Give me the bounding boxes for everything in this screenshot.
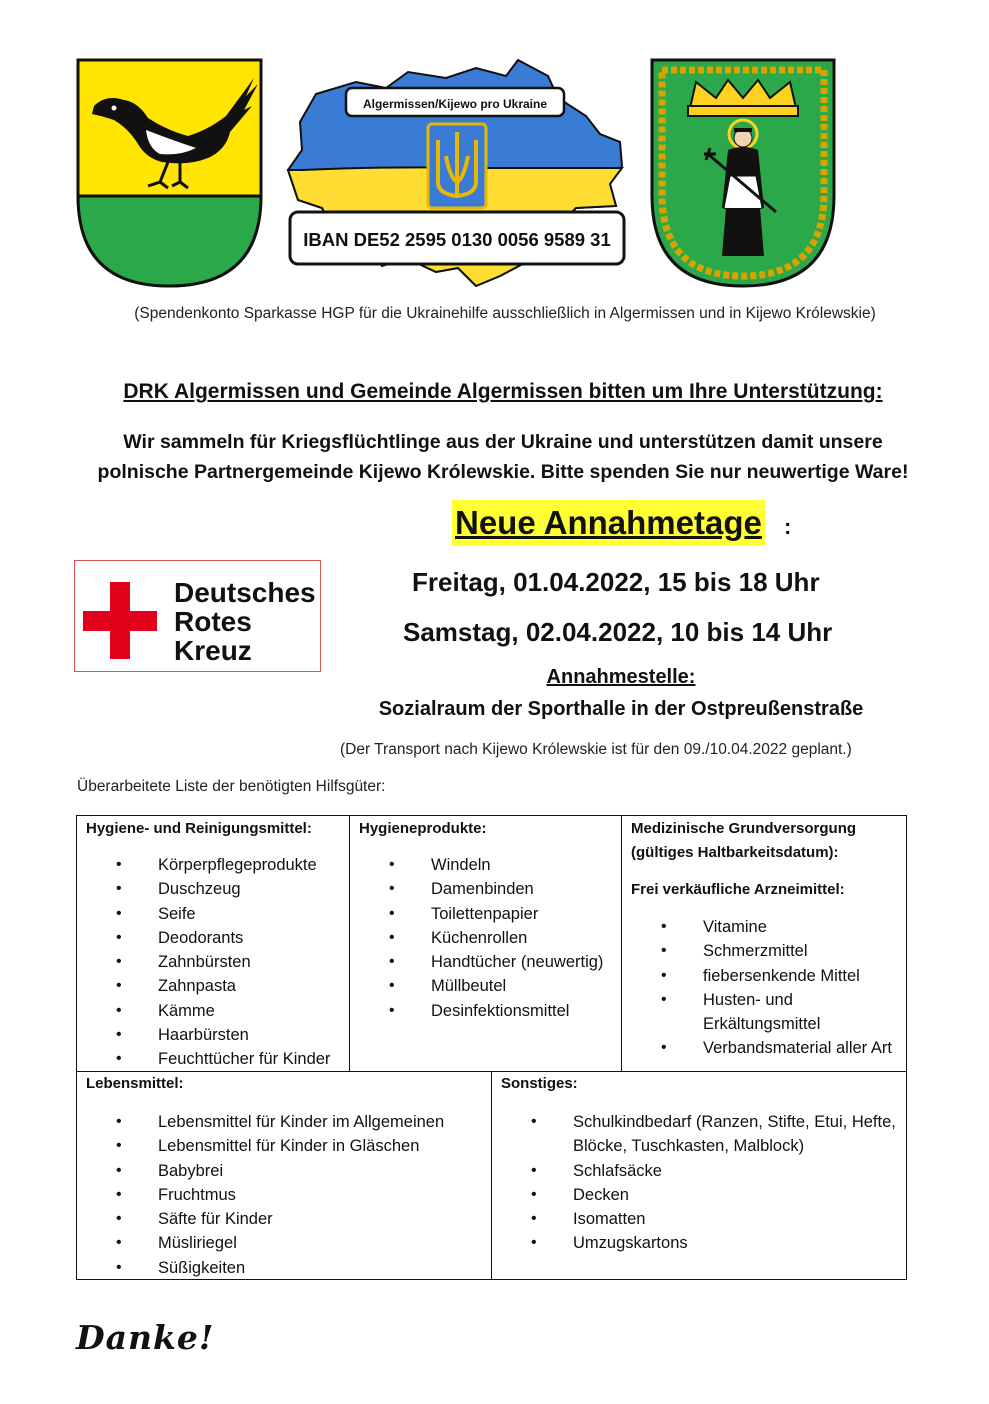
hygiene-reinigung-list	[116, 853, 330, 1072]
list-item: • Zahnbürsten	[116, 950, 330, 974]
cell-title: Hygieneprodukte:	[359, 820, 487, 837]
list-item: • Lebensmittel für Kinder im Allgemeinen	[116, 1110, 444, 1134]
drk-logo	[74, 560, 321, 672]
list-item: • Isomatten	[531, 1207, 901, 1231]
list-item: • Schmerzmittel	[661, 939, 896, 963]
list-item: • Seife	[116, 902, 330, 926]
cell-title: Lebensmittel:	[86, 1075, 184, 1092]
list-item: • Fruchtmus	[116, 1183, 444, 1207]
list-item: • Deodorants	[116, 926, 330, 950]
list-item: • Süßigkeiten	[116, 1256, 444, 1280]
list-item: • Verbandsmaterial aller Art	[661, 1036, 896, 1060]
list-item: • Schulkindbedarf (Ranzen, Stifte, Etui, Hefte, Blöcke, Tuschkasten, Malblock)	[531, 1110, 901, 1159]
list-item: • Damenbinden	[389, 877, 603, 901]
sonstiges-list	[531, 1110, 901, 1256]
algermissen-coat-of-arms	[76, 58, 263, 288]
ukraine-map-badge	[286, 58, 628, 290]
list-item: • Desinfektionsmittel	[389, 999, 603, 1023]
lebensmittel-list	[116, 1110, 444, 1280]
drk-logo-text: Deutsches Rotes Kreuz	[174, 577, 316, 666]
donation-account-note: (Spendenkonto Sparkasse HGP für die Ukrainehilfe ausschließlich in Algermissen und in Kijewo Królewskie)	[134, 305, 876, 322]
cell-title: Sonstiges:	[501, 1075, 578, 1092]
list-item: • Säfte für Kinder	[116, 1207, 444, 1231]
medizin-list	[661, 915, 896, 1061]
list-item: • Müllbeutel	[389, 974, 603, 998]
trident-emblem-icon	[428, 124, 486, 208]
list-item: • Schlafsäcke	[531, 1159, 901, 1183]
hygieneprodukte-list	[389, 853, 603, 1023]
list-item: • Müsliriegel	[116, 1231, 444, 1255]
list-item: • Husten- und Erkältungsmittel	[661, 988, 833, 1037]
cell-hygiene-reinigung	[76, 815, 350, 1072]
iban-text: IBAN DE52 2595 0130 0056 9589 31	[303, 229, 611, 250]
list-item: • Decken	[531, 1183, 901, 1207]
list-item: • Vitamine	[661, 915, 896, 939]
intro-line-1: Wir sammeln für Kriegsflüchtlinge aus der Ukraine und unterstützen damit unsere	[123, 431, 883, 453]
cell-title: Hygiene- und Reinigungsmittel:	[86, 820, 312, 837]
list-item: • Kämme	[116, 999, 330, 1023]
location-label: Annahmestelle:	[546, 666, 696, 688]
list-item: • Körperpflegeprodukte	[116, 853, 330, 877]
cell-lebensmittel	[76, 1071, 492, 1280]
list-item: • Zahnpasta	[116, 974, 330, 998]
list-item: • Küchenrollen	[389, 926, 603, 950]
location-place: Sozialraum der Sporthalle in der Ostpreußenstraße	[378, 698, 864, 720]
list-item: • Windeln	[389, 853, 603, 877]
cell-subtitle: Frei verkäufliche Arzneimittel:	[631, 881, 845, 898]
list-item: • Haarbürsten	[116, 1023, 330, 1047]
list-item: • Feuchttücher für Kinder	[116, 1047, 330, 1071]
transport-note: (Der Transport nach Kijewo Królewskie ist für den 09./10.04.2022 geplant.)	[340, 741, 852, 758]
badge-title: Algermissen/Kijewo pro Ukraine	[362, 97, 548, 111]
list-item: • Toilettenpapier	[389, 902, 603, 926]
new-days-colon: :	[784, 514, 792, 539]
headline: DRK Algermissen und Gemeinde Algermissen bitten um Ihre Unterstützung:	[123, 380, 883, 403]
intro-text	[0, 427, 989, 487]
list-item: • Lebensmittel für Kinder in Gläschen	[116, 1134, 444, 1158]
new-days-title: Neue Annahmetage	[452, 500, 765, 546]
intro-line-2: polnische Partnergemeinde Kijewo Królewskie. Bitte spenden Sie nur neuwertige Ware!	[97, 461, 909, 483]
date-saturday: Samstag, 02.04.2022, 10 bis 14 Uhr	[403, 617, 833, 647]
list-item: • Babybrei	[116, 1159, 444, 1183]
list-item: • Umzugskartons	[531, 1231, 901, 1255]
cell-title: Medizinische Grundversorgung (gültiges Haltbarkeitsdatum):	[631, 820, 857, 861]
kijewo-coat-of-arms	[650, 58, 836, 288]
list-item: • Handtücher (neuwertig)	[389, 950, 603, 974]
cell-sonstiges	[491, 1071, 907, 1280]
list-label: Überarbeitete Liste der benötigten Hilfsgüter:	[77, 778, 386, 795]
date-friday: Freitag, 01.04.2022, 15 bis 18 Uhr	[412, 567, 820, 597]
list-item: • Duschzeug	[116, 877, 330, 901]
list-item: • fiebersenkende Mittel	[661, 964, 896, 988]
cell-medizin	[621, 815, 907, 1072]
closing-thanks: Danke!	[76, 1318, 215, 1357]
cell-hygieneprodukte	[349, 815, 622, 1072]
